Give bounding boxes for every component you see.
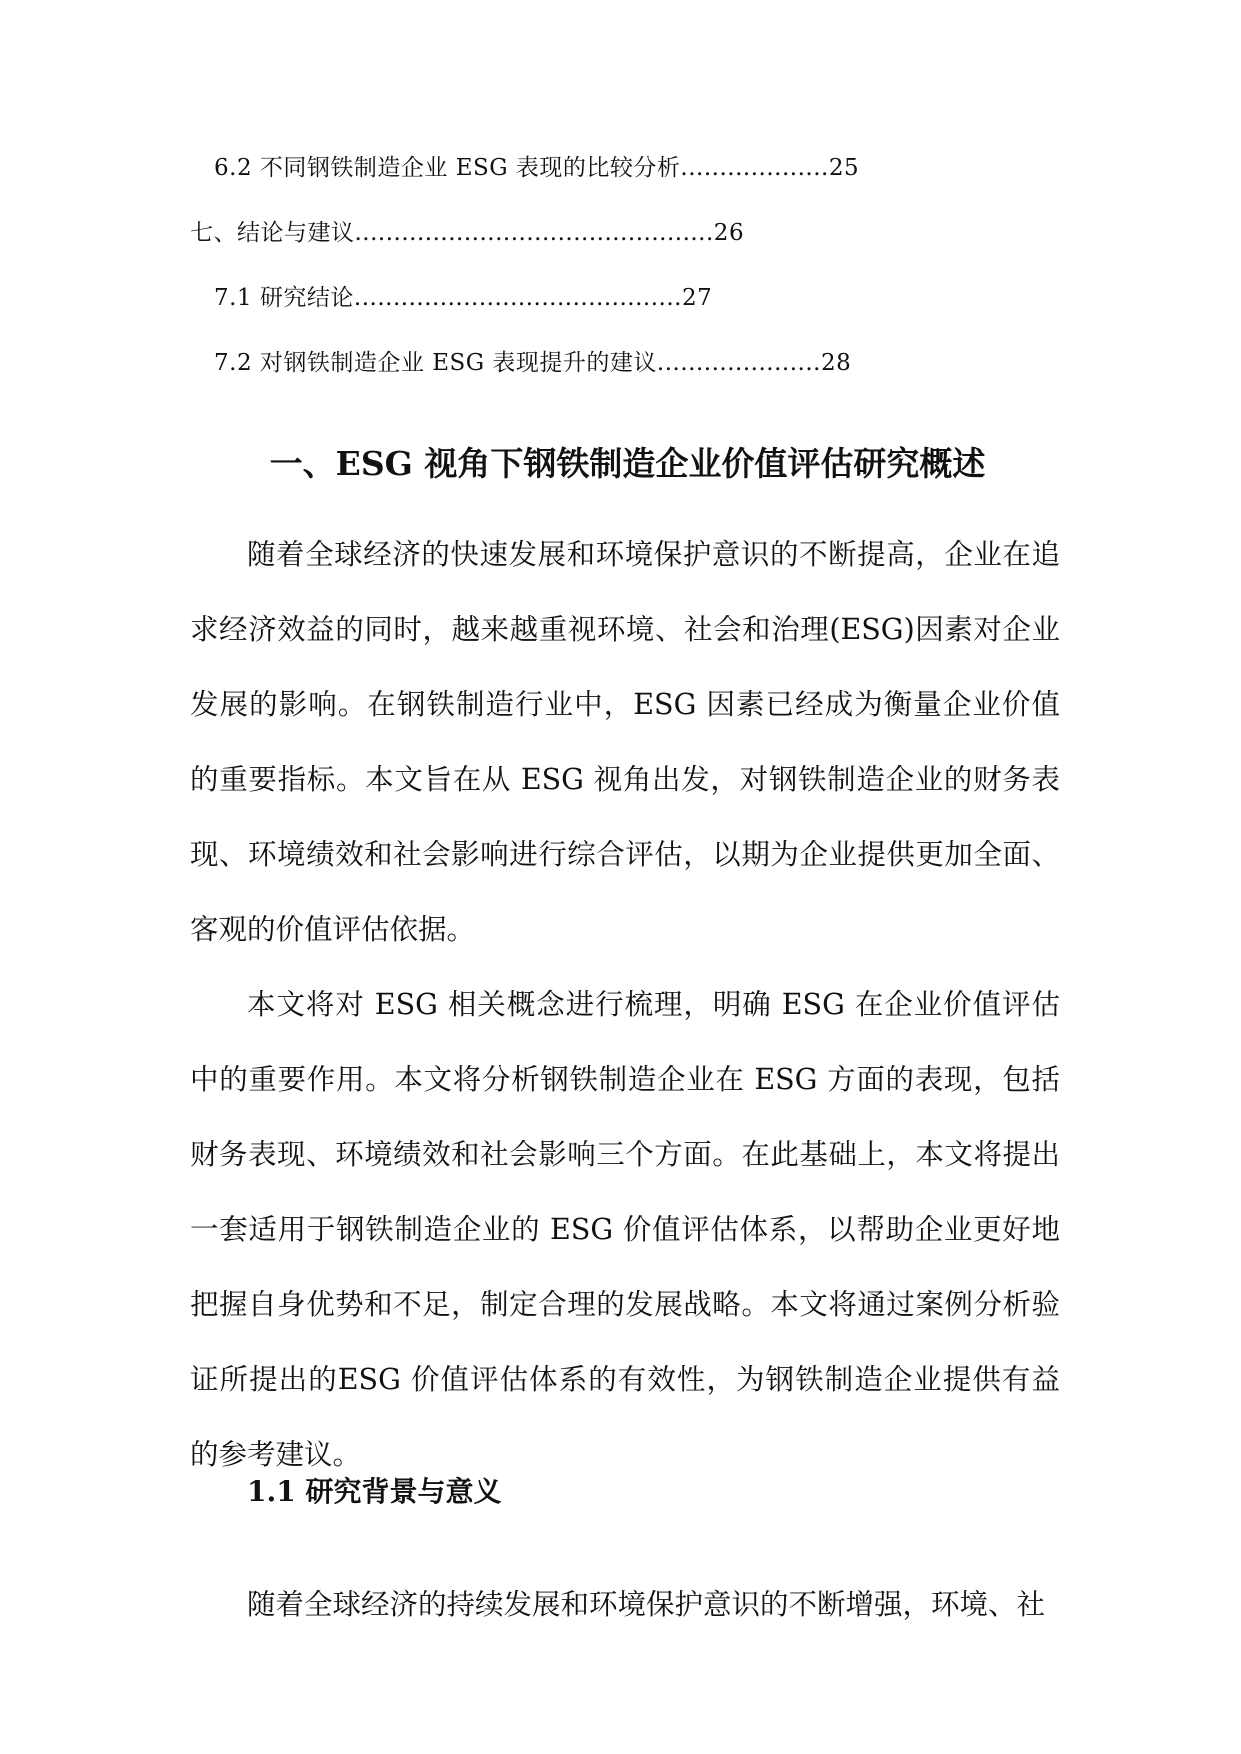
subsection-1-1-paragraph-1: 随着全球经济的持续发展和环境保护意识的不断增强，环境、社 (247, 1588, 1046, 1621)
section-1-paragraph-1: 随着全球经济的快速发展和环境保护意识的不断提高，企业在追求经济效益的同时，越来越重视环境、社会和治理(ESG)因素对企业发展的影响。在钢铁制造行业中，ESG 因素已经成为衡量企业价值的重要指标。本文旨在从 ESG 视角出发，对钢铁制造企业的财务表现、环境绩效和社会影响进行综合评估，以期为企业提供更加全面、客观的价值评估依据。 (190, 538, 1060, 946)
section-heading-1: 一、ESG 视角下钢铁制造企业价值评估研究概述 (269, 444, 986, 483)
section-1-paragraph-2: 本文将对 ESG 相关概念进行梳理，明确 ESG 在企业价值评估中的重要作用。本文将分析钢铁制造企业在 ESG 方面的表现，包括财务表现、环境绩效和社会影响三个方面。在此基础上，本文将提出一套适用于钢铁制造企业的 ESG 价值评估体系，以帮助企业更好地把握自身优势和不足，制定合理的发展战略。本文将通过案例分析验证所提出的ESG 价值评估体系的有效性，为钢铁制造企业提供有益的参考建议。 (190, 988, 1060, 1471)
toc-entry-6-2[interactable]: 6.2 不同钢铁制造企业 ESG 表现的比较分析...................25 (214, 155, 860, 181)
subsection-heading-1-1: 1.1 研究背景与意义 (247, 1475, 502, 1508)
toc-entry-7-2[interactable]: 7.2 对钢铁制造企业 ESG 表现提升的建议.....................28 (214, 350, 852, 376)
toc-entry-chapter-7[interactable]: 七、结论与建议..............................................26 (190, 220, 745, 246)
toc-entry-7-1[interactable]: 7.1 研究结论..........................................27 (214, 285, 713, 311)
